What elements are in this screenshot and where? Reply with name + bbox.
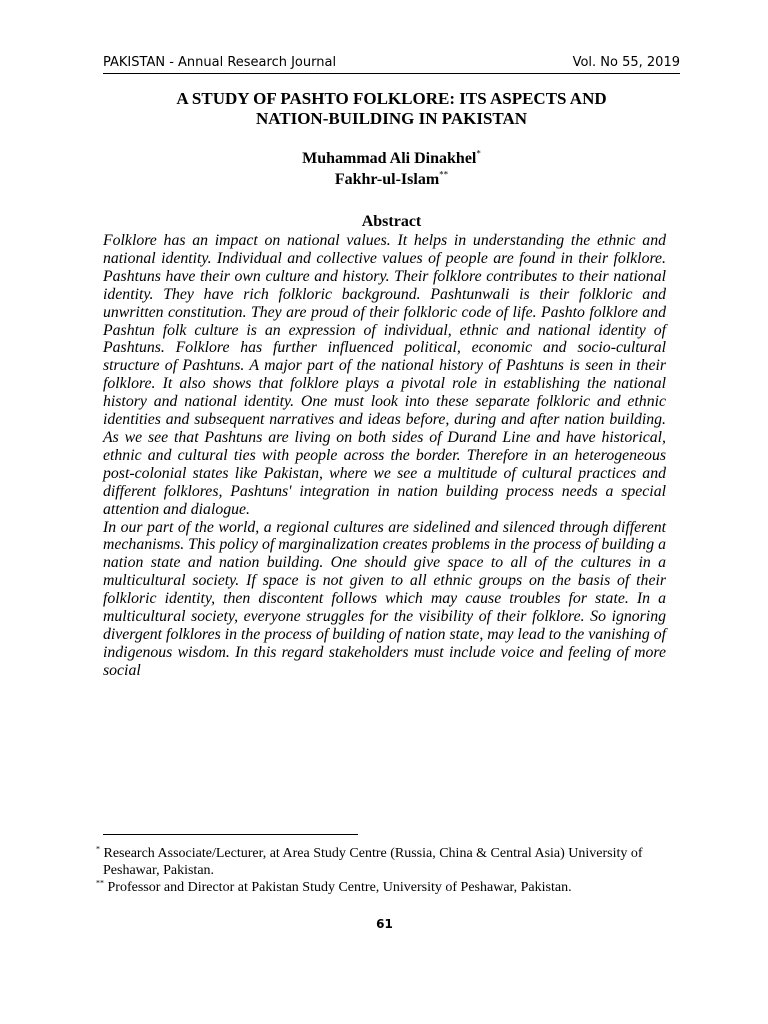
abstract-body [103, 232, 666, 680]
footnote-2-mark: ** [96, 878, 104, 888]
footnote-1-text: Research Associate/Lecturer, at Area Study Centre (Russia, China & Central Asia) University of Peshawar, Pakistan. [103, 846, 643, 878]
author-1 [103, 148, 680, 169]
abstract-paragraph-1: Folklore has an impact on national values. It helps in understanding the ethnic and national identity. Individual and collective values of people are found in their folklore. Pashtuns have their own culture and history. Their folklore contributes to their national identity. They have rich folkloric background. Pashtunwali is their folkloric and unwritten constitution. They are proud of their folkloric code of life. Pashto folklore and Pashtun folk culture is an expression of individual, ethnic and national identity of Pashtuns. Folklore has further influenced political, economic and socio-cultural structure of Pashtuns. A major part of the national history of Pashtuns is seen in their folklore. It also shows that folklore plays a pivotal role in establishing the national history and national identity. One must look into these separate folkloric and ethnic identities and subsequent narratives and ideas before, during and after nation building. As we see that Pashtuns are living on both sides of Durand Line and have historical, ethnic and cultural ties with people across the border. Therefore in an heterogeneous post-colonial states like Pakistan, where we see a multitude of cultural practices and different folklores, Pashtuns' integration in nation building process needs a special attention and dialogue. [103, 232, 666, 518]
article-title [103, 89, 680, 129]
abstract-heading: Abstract [361, 213, 422, 230]
journal-name: PAKISTAN - Annual Research Journal [103, 55, 337, 70]
author-2-mark: ** [439, 169, 449, 180]
title-line-1: A STUDY OF PASHTO FOLKLORE: ITS ASPECTS AND [176, 89, 607, 108]
author-2-name: Fakhr-ul-Islam [334, 171, 440, 188]
abstract-paragraph-2: In our part of the world, a regional cultures are sidelined and silenced through different mechanisms. This policy of marginalization creates problems in the process of building a nation state and nation building. One should give space to all of the cultures in a multicultural society. If space is not given to all ethnic groups on the basis of their folkloric identity, then discontent follows which may cause troubles for state. In a multicultural society, everyone struggles for the visibility of their folklore. So ignoring divergent folklores in the process of building of nation state, may lead to the vanishing of indigenous wisdom. In this regard stakeholders must include voice and feeling of more social [103, 518, 666, 679]
author-1-name: Muhammad Ali Dinakhel [302, 150, 477, 167]
footnote-1 [96, 845, 676, 879]
volume-info: Vol. No 55, 2019 [572, 55, 680, 70]
footnote-divider [103, 834, 358, 835]
author-2 [103, 169, 680, 190]
author-1-mark: * [476, 148, 481, 159]
author-list [103, 148, 680, 190]
footnotes [96, 845, 676, 896]
footnote-1-mark: * [96, 844, 100, 854]
page-number: 61 [376, 917, 393, 931]
running-header [103, 55, 680, 74]
footnote-2-text: Professor and Director at Pakistan Study Centre, University of Peshawar, Pakistan. [107, 880, 572, 895]
title-line-2: NATION-BUILDING IN PAKISTAN [255, 109, 528, 128]
footnote-2 [96, 879, 676, 896]
